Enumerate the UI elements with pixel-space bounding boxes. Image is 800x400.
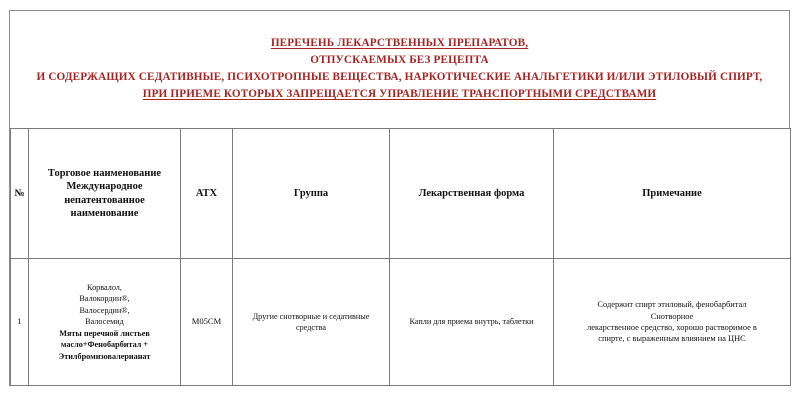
title-line-2: ОТПУСКАЕМЫХ БЕЗ РЕЦЕПТА xyxy=(310,54,489,66)
brand-name-1: Корвалол, xyxy=(87,283,122,293)
column-header-group: Группа xyxy=(233,129,390,259)
table-row xyxy=(11,259,791,386)
cell-group xyxy=(233,259,390,386)
column-header-name-line-2: Международное xyxy=(66,181,143,192)
inn-name-line-1: Мяты перечной листьев xyxy=(59,328,150,338)
column-header-atx: АТХ xyxy=(181,129,233,259)
note-line-1: Содержит спирт этиловый, фенобарбитал xyxy=(597,300,747,310)
cell-note xyxy=(554,259,791,386)
title-line-4: ПРИ ПРИЕМЕ КОТОРЫХ ЗАПРЕЩАЕТСЯ УПРАВЛЕНИЕ ТРАНСПОРТНЫМИ СРЕДСТВАМИ xyxy=(142,88,657,100)
group-line-1: Другие снотворные и седативные xyxy=(252,311,370,321)
inn-name-line-3: Этилбромизовалерианат xyxy=(58,351,151,361)
cell-atx-code: M05CM xyxy=(181,259,233,386)
note-line-3: лекарственное средство, хорошо растворимое в xyxy=(587,323,757,332)
column-header-form: Лекарственная форма xyxy=(390,129,554,259)
group-line-2: средства xyxy=(295,323,327,332)
column-header-name-line-3: непатентованное xyxy=(64,194,145,206)
column-header-name-line-1: Торговое наименование xyxy=(47,167,162,179)
document-title-block xyxy=(10,11,789,115)
note-line-4: спирте, с выраженным влиянием на ЦНС xyxy=(598,334,746,344)
cell-dosage-form xyxy=(390,259,554,386)
brand-name-2: Валокордин®, xyxy=(79,294,130,304)
note-line-2: Снотворное xyxy=(650,311,694,321)
column-header-name xyxy=(29,129,181,259)
title-line-1: ПЕРЕЧЕНЬ ЛЕКАРСТВЕННЫХ ПРЕПАРАТОВ, xyxy=(270,37,529,49)
column-header-name-line-4: наименование xyxy=(70,208,139,219)
drug-list-table xyxy=(10,128,791,386)
form-line-1: Капли для приема внутрь, таблетки xyxy=(409,317,534,327)
brand-name-3: Валосердин®, xyxy=(79,305,130,315)
brand-name-4: Валосемид xyxy=(85,317,124,327)
cell-row-number: 1 xyxy=(11,259,29,386)
cell-drug-names xyxy=(29,259,181,386)
table-header-row xyxy=(11,129,791,259)
column-header-note: Примечание xyxy=(554,129,791,259)
title-line-3: И СОДЕРЖАЩИХ СЕДАТИВНЫЕ, ПСИХОТРОПНЫЕ ВЕЩЕСТВА, НАРКОТИЧЕСКИЕ АНАЛЬГЕТИКИ И/ИЛИ ЭТИЛОВЫЙ СПИРТ, xyxy=(36,71,763,83)
inn-name-line-2: масло+Фенобарбитал + xyxy=(60,340,149,350)
column-header-number: № xyxy=(11,129,29,259)
